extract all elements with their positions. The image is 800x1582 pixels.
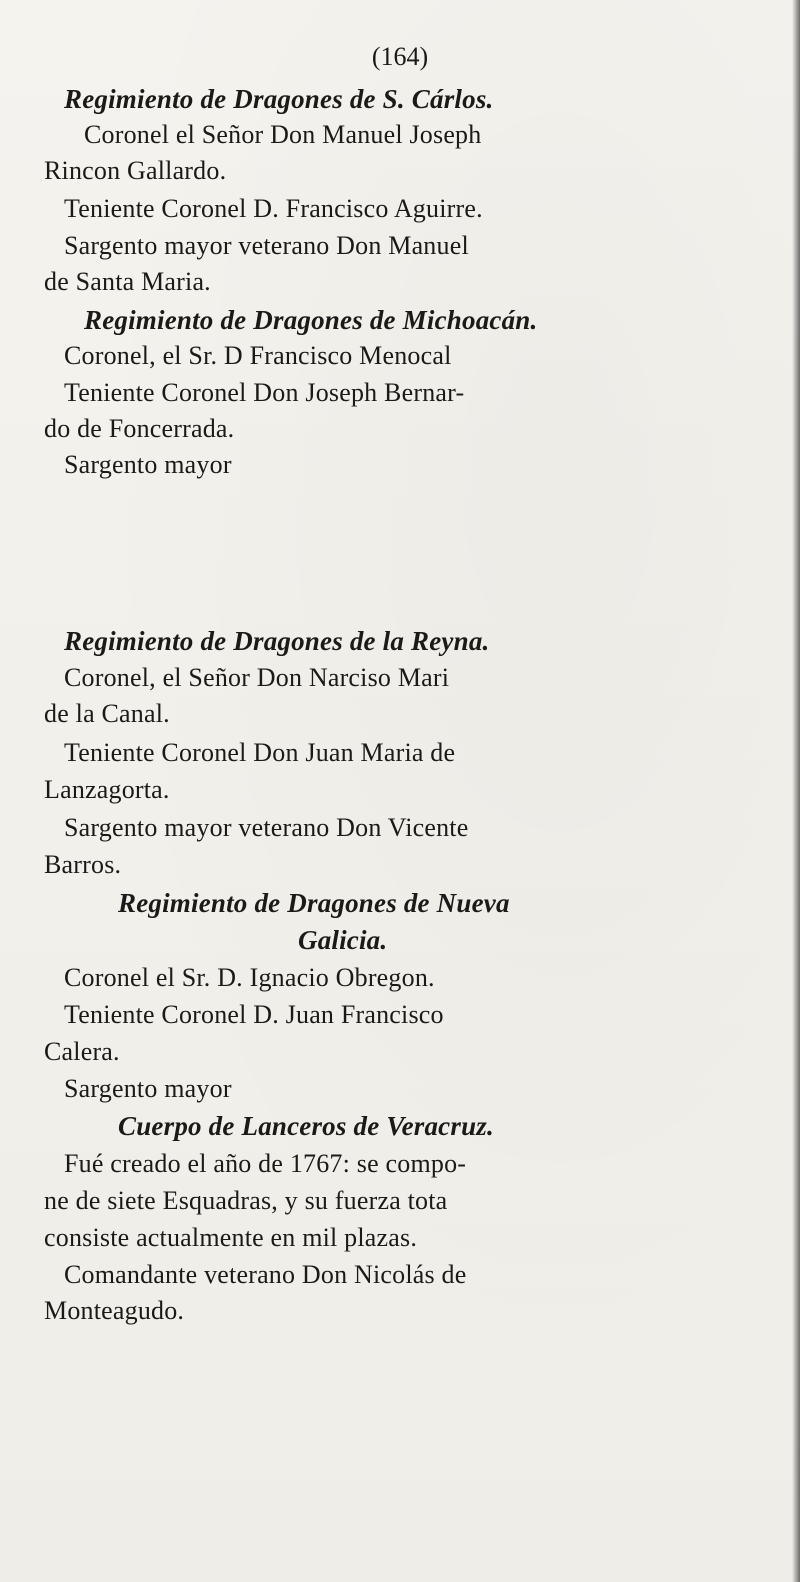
section-heading-continuation: Galicia. (298, 925, 388, 955)
text-line: Teniente Coronel D. Francisco Aguirre. (64, 194, 483, 223)
text-line: Calera. (44, 1037, 120, 1066)
text-line: Coronel el Sr. D. Ignacio Obregon. (64, 963, 435, 992)
text-line: Teniente Coronel Don Joseph Bernar- (64, 378, 465, 407)
text-line: Sargento mayor veterano Don Vicente (64, 813, 469, 842)
text-line: Rincon Gallardo. (44, 156, 227, 185)
text-line: consiste actualmente en mil plazas. (44, 1223, 418, 1252)
text-line: de la Canal. (44, 699, 170, 728)
section-heading-dragones-reyna: Regimiento de Dragones de la Reyna. (64, 626, 490, 656)
section-heading-dragones-san-carlos: Regimiento de Dragones de S. Cárlos. (64, 84, 494, 114)
text-line: Coronel el Señor Don Manuel Joseph (84, 120, 482, 149)
text-line: Teniente Coronel Don Juan Maria de (64, 738, 456, 767)
text-line: Monteagudo. (44, 1296, 185, 1325)
text-line: Sargento mayor (64, 450, 232, 479)
page-number: (164) (371, 42, 429, 71)
section-heading-dragones-nueva-galicia: Regimiento de Dragones de Nueva (118, 888, 510, 918)
text-line: ne de siete Esquadras, y su fuerza tota (44, 1186, 448, 1215)
text-line: do de Foncerrada. (44, 414, 235, 443)
text-line: Sargento mayor (64, 1074, 232, 1103)
text-line: Sargento mayor veterano Don Manuel (64, 231, 469, 260)
text-line: Fué creado el año de 1767: se compo- (64, 1149, 467, 1178)
text-line: Barros. (44, 850, 122, 879)
text-line: Lanzagorta. (44, 775, 170, 804)
text-line: Coronel, el Señor Don Narciso Mari (64, 663, 450, 692)
text-line: de Santa Maria. (44, 267, 211, 296)
page-binding-shadow (792, 0, 800, 1582)
section-heading-lanceros-veracruz: Cuerpo de Lanceros de Veracruz. (118, 1111, 494, 1141)
section-heading-dragones-michoacan: Regimiento de Dragones de Michoacán. (84, 305, 538, 335)
text-line: Comandante veterano Don Nicolás de (64, 1260, 467, 1289)
text-line: Teniente Coronel D. Juan Francisco (64, 1000, 444, 1029)
text-line: Coronel, el Sr. D Francisco Menocal (64, 341, 452, 370)
